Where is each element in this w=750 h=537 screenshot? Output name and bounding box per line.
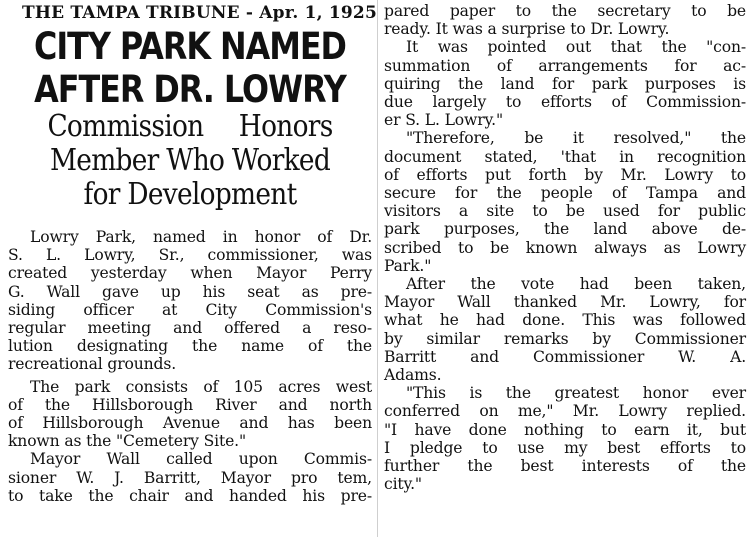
deck-line-1-a: Commission	[47, 109, 204, 144]
text-line: It was pointed out that the "con-	[406, 38, 746, 57]
paragraph-lowry-park	[8, 228, 372, 374]
text-line: summation of arrangements for ac-	[384, 56, 746, 75]
right-column	[384, 2, 746, 493]
text-line: "This is the greatest honor ever	[406, 384, 746, 403]
paragraph-pointed-out	[384, 38, 746, 129]
text-line: er S. L. Lowry."	[384, 111, 503, 130]
text-line: ready. It was a surprise to Dr. Lowry.	[384, 20, 670, 39]
text-line: After the vote had been taken,	[406, 275, 746, 294]
text-line: created yesterday when Mayor Perry	[8, 264, 372, 283]
paragraph-resolved	[384, 129, 746, 275]
text-line: I pledge to use my best efforts to	[384, 438, 746, 457]
deck-line-1	[30, 110, 350, 144]
paragraph-after-vote	[384, 275, 746, 384]
headline-line-2: AFTER DR. LOWRY	[34, 68, 346, 111]
text-line: to take the chair and handed his pre-	[8, 486, 372, 505]
text-line: due largely to efforts of Commission-	[384, 93, 746, 112]
text-line: G. Wall gave up his seat as pre-	[8, 282, 372, 301]
text-line: document stated, 'that in recognition	[384, 147, 746, 166]
paragraph-mayor-wall	[8, 450, 372, 505]
text-line: conferred on me," Mr. Lowry replied.	[384, 402, 746, 421]
column-divider	[377, 0, 378, 537]
paragraph-park-acres	[8, 378, 372, 451]
text-line: regular meeting and offered a reso-	[8, 319, 372, 338]
masthead: THE TAMPA TRIBUNE - Apr. 1, 1925	[22, 3, 377, 23]
left-column	[8, 2, 377, 505]
text-line: what he had done. This was followed	[384, 311, 746, 330]
text-line: by similar remarks by Commissioner	[384, 329, 746, 348]
text-line: "Therefore, be it resolved," the	[406, 129, 746, 148]
deck-line-3: for Development	[83, 177, 297, 212]
highlight	[8, 228, 372, 374]
text-line: further the best interests of the	[384, 457, 746, 476]
text-line: of the Hillsborough River and north	[8, 395, 372, 414]
text-line: lution designating the name of the	[8, 337, 372, 356]
text-line: "I have done nothing to earn it, but	[384, 420, 746, 439]
text-line: Park."	[384, 256, 432, 275]
paragraph-lowry-quote	[384, 384, 746, 493]
text-line: city."	[384, 475, 422, 494]
highlight	[384, 38, 746, 129]
paragraph-continued	[384, 2, 746, 38]
deck-line-1-b: Honors	[238, 109, 333, 144]
text-line: sioner W. J. Barritt, Mayor pro tem,	[8, 468, 372, 487]
text-line: siding officer at City Commission's	[8, 300, 372, 319]
text-line: scribed to be known always as Lowry	[384, 238, 746, 257]
text-line: of efforts put forth by Mr. Lowry to	[384, 165, 746, 184]
text-line: S. L. Lowry, Sr., commissioner, was	[8, 246, 372, 265]
text-line: visitors a site to be used for public	[384, 202, 746, 221]
text-line: Adams.	[384, 366, 442, 385]
headline-line-1: CITY PARK NAMED	[34, 25, 346, 68]
text-line: quiring the land for park purposes is	[384, 74, 746, 93]
article-body-left	[8, 228, 372, 505]
text-line: The park consists of 105 acres west	[30, 377, 372, 396]
highlight	[384, 129, 746, 275]
text-line: known as the "Cemetery Site."	[8, 432, 246, 451]
text-line: of Hillsborough Avenue and has been	[8, 414, 372, 433]
text-line: secure for the people of Tampa and	[384, 184, 746, 203]
text-line: Mayor Wall called upon Commis-	[30, 450, 372, 469]
text-line: recreational grounds.	[8, 355, 177, 374]
text-line: Barritt and Commissioner W. A.	[384, 347, 746, 366]
text-line: pared paper to the secretary to be	[384, 2, 746, 20]
text-line: Mayor Wall thanked Mr. Lowry, for	[384, 293, 746, 312]
text-line: Lowry Park, named in honor of Dr.	[30, 228, 372, 246]
deck-line-2: Member Who Worked	[49, 143, 331, 178]
text-line: park purposes, the land above de-	[384, 220, 746, 239]
